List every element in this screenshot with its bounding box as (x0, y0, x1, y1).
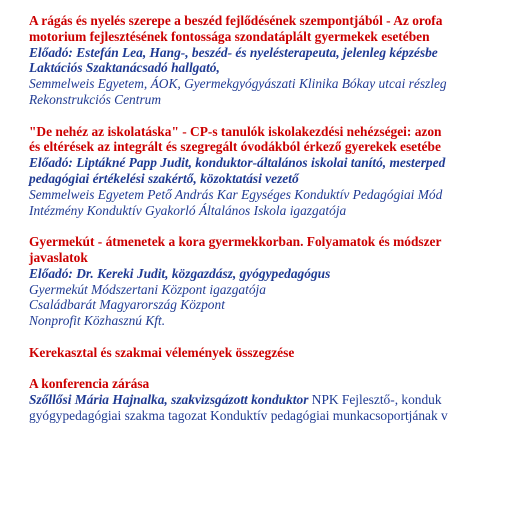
closing-text: NPK Fejlesztő-, konduk (308, 392, 442, 408)
closing-text-line: gyógypedagógiai szakma tagozat Konduktív pedagógiai munkacsoportjának v (29, 407, 448, 423)
session-title-line: motorium fejlesztésének fontossága szondatáplált gyermekek esetében (29, 28, 430, 44)
session-1 (29, 13, 510, 108)
session-affiliation-line: Családbarát Magyarország Központ (29, 297, 225, 313)
session-affiliation-line: Intézmény Konduktív Gyakorló Általános Iskola igazgatója (29, 202, 347, 218)
closing-title: A konferencia zárása (29, 376, 150, 392)
session-3 (29, 234, 510, 329)
session-speaker-line: pedagógiai értékelési szakértő, közoktatási vezető (29, 170, 299, 186)
closing-speaker-line (29, 392, 510, 408)
roundtable-section (29, 345, 510, 361)
session-speaker-line: Előadó: Liptákné Papp Judit, konduktor-általános iskolai tanító, mesterped (29, 155, 446, 171)
session-title-line: Gyermekút - átmenetek a kora gyermekkorban. Folyamatok és módszer (29, 234, 442, 250)
session-speaker-line: Előadó: Dr. Kereki Judit, közgazdász, gyógypedagógus (29, 265, 331, 281)
roundtable-title: Kerekasztal és szakmai vélemények összegzése (29, 344, 295, 360)
session-title-line: és eltérések az integrált és szegregált óvodákból érkező gyerekek esetébe (29, 139, 441, 155)
program-document (29, 13, 510, 440)
closing-section (29, 376, 510, 423)
session-affiliation-line: Nonprofit Közhasznú Kft. (29, 313, 166, 329)
session-speaker-line: Laktációs Szaktanácsadó hallgató, (29, 60, 220, 76)
session-title-line: A rágás és nyelés szerepe a beszéd fejlődésének szempontjából - Az orofa (29, 13, 443, 28)
session-affiliation-line: Rekonstrukciós Centrum (29, 91, 162, 107)
session-speaker-line: Előadó: Estefán Lea, Hang-, beszéd- és nyelésterapeuta, jelenleg képzésbe (29, 44, 438, 60)
session-2 (29, 124, 510, 219)
session-affiliation-line: Gyermekút Módszertani Központ igazgatója (29, 281, 266, 297)
session-title-line: javaslatok (29, 249, 88, 265)
session-affiliation-line: Semmelweis Egyetem, ÁOK, Gyermekgyógyászati Klinika Bókay utcai részleg (29, 76, 447, 92)
session-title-line: "De nehéz az iskolatáska" - CP-s tanulók iskolakezdési nehézségei: azon (29, 123, 442, 139)
session-affiliation-line: Semmelweis Egyetem Pető András Kar Egységes Konduktív Pedagógiai Mód (29, 186, 443, 202)
closing-speaker: Szőllősi Mária Hajnalka, szakvizsgázott konduktor (29, 392, 309, 408)
